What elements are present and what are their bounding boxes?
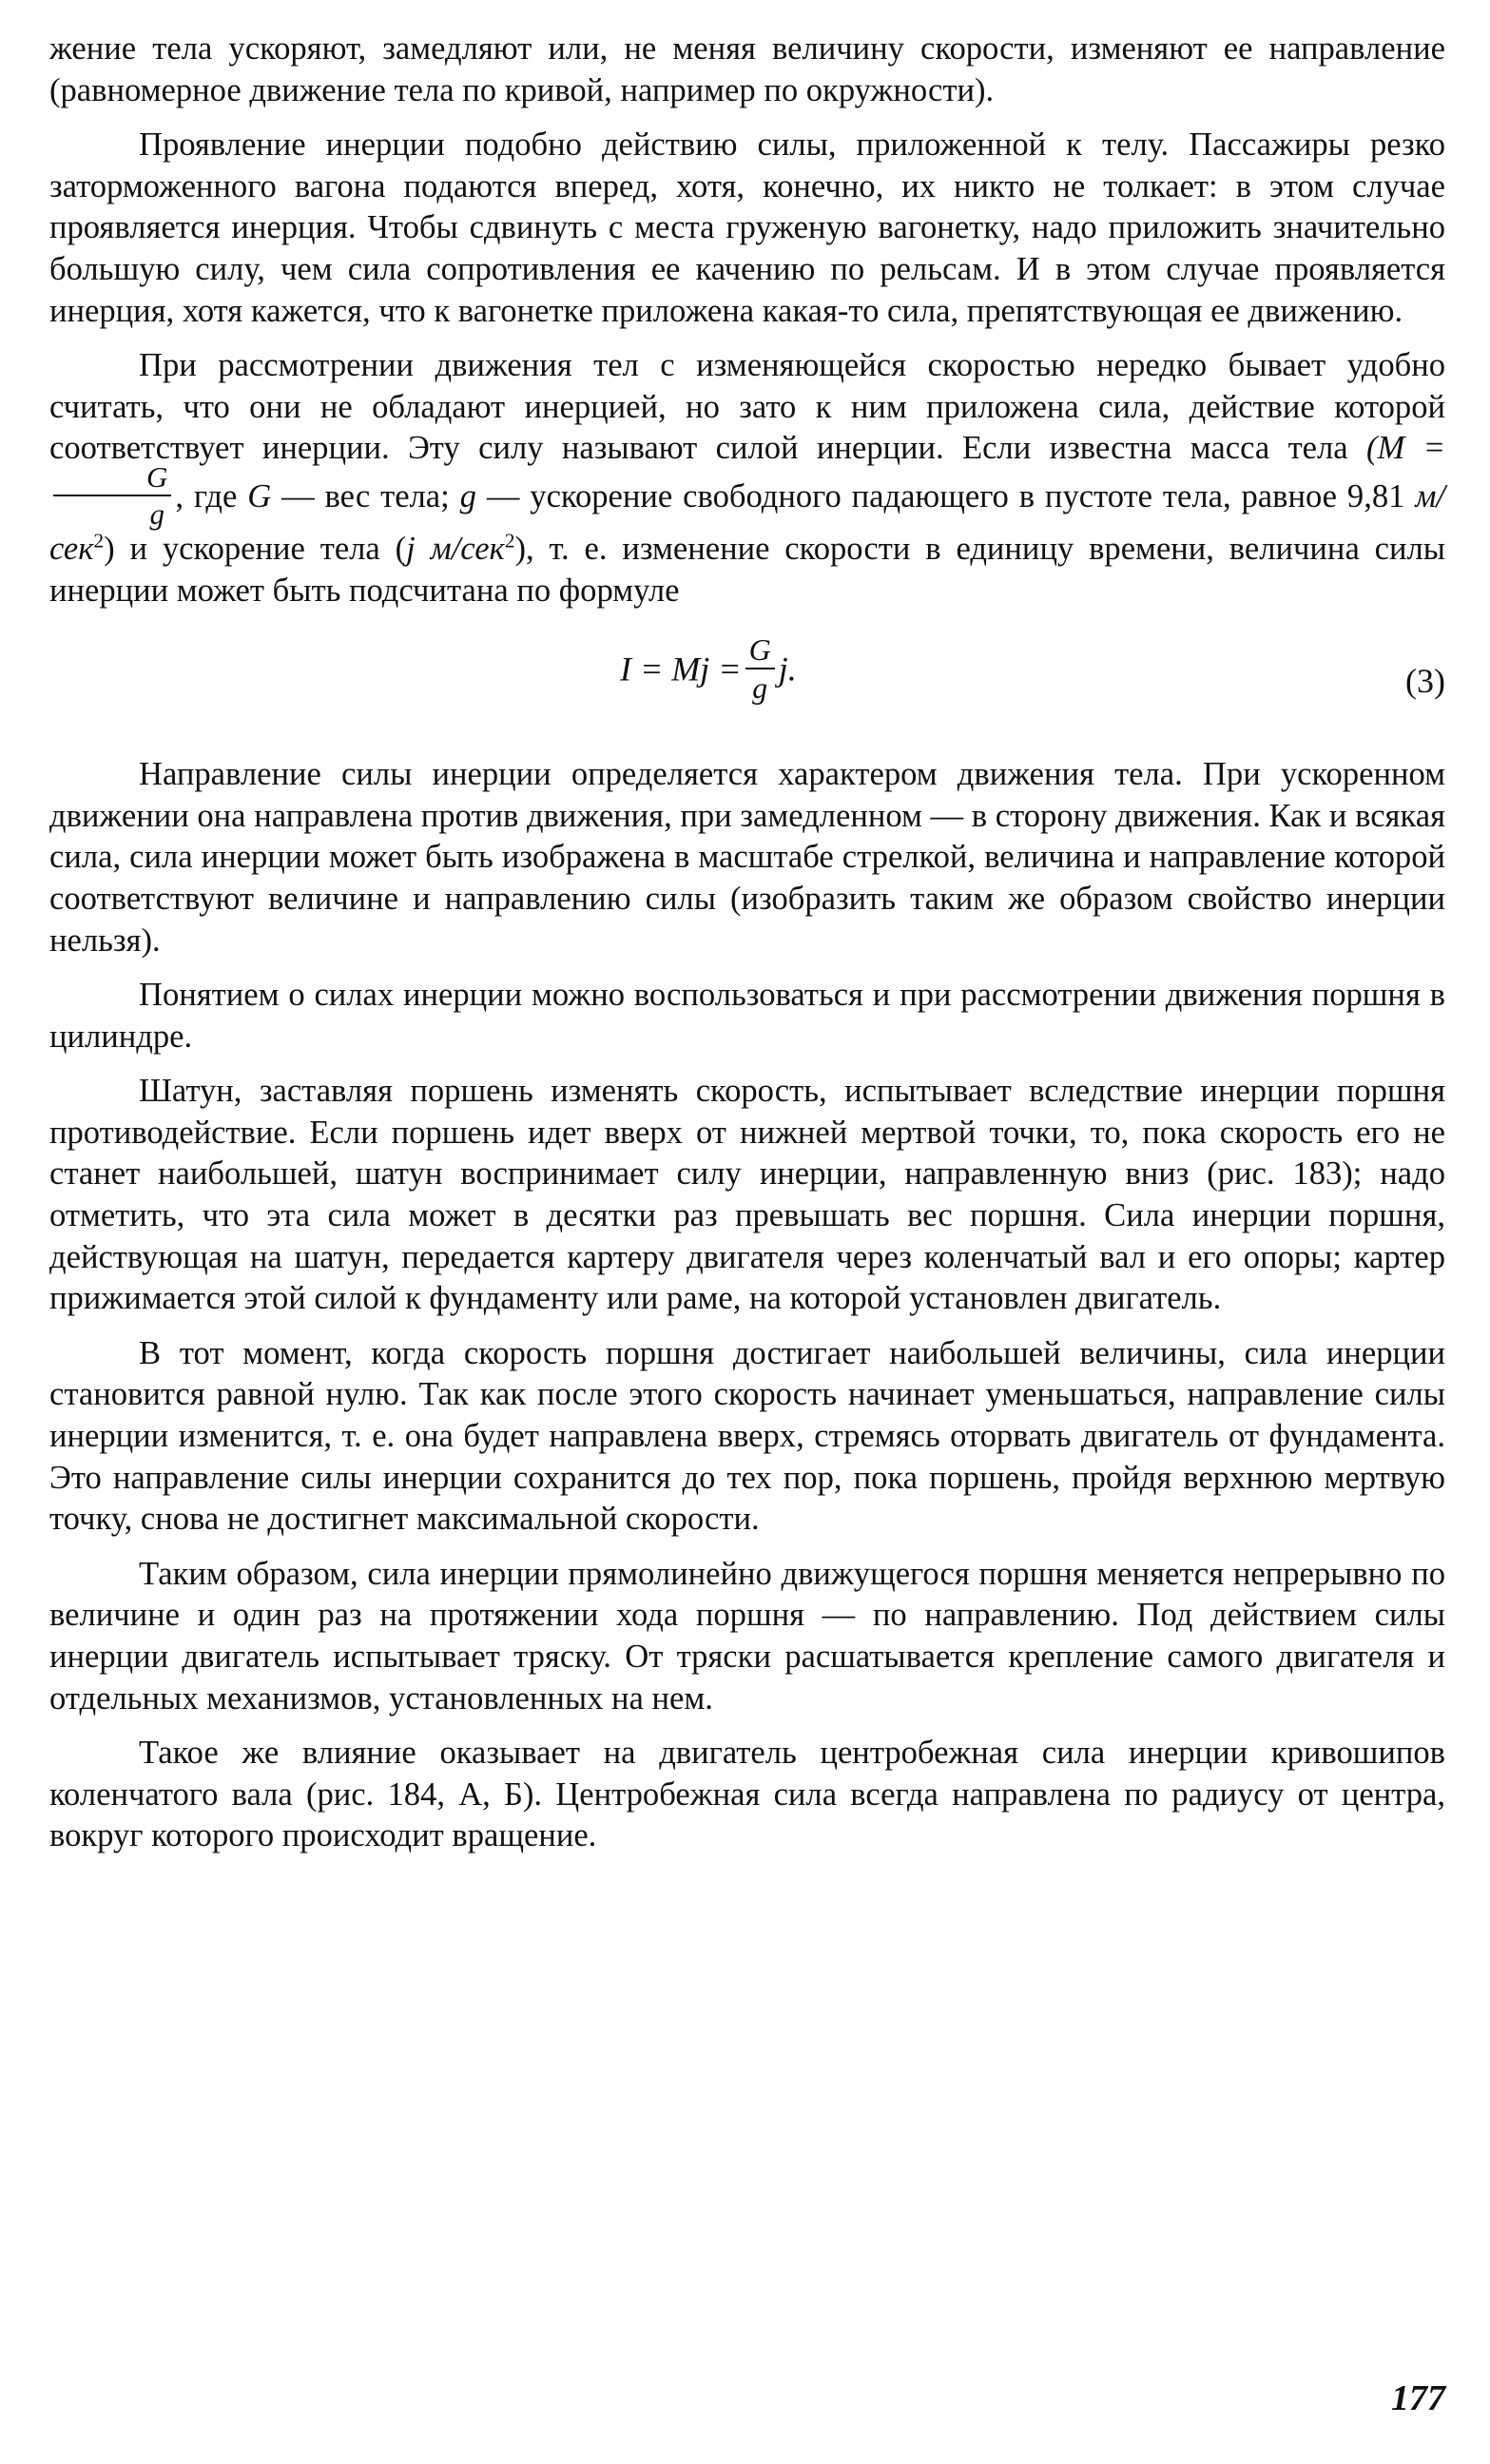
paragraph-9: Такое же влияние оказывает на двигатель центробежная сила инерции кривошипов коленчатого вала (рис. 184, А, Б). Центробежная сила всегда направлена по радиусу от центра, вокруг которого происходит вращение.	[49, 1735, 1445, 1854]
mass-fraction-numerator: G	[53, 462, 171, 496]
formula-denominator: g	[752, 670, 768, 706]
unit-acceleration-exponent: 2	[504, 529, 515, 553]
page-body	[49, 29, 1445, 1871]
mass-fraction	[53, 459, 171, 531]
weight-variable: G	[247, 477, 272, 514]
paragraph-3-text-3: — вес тела;	[271, 477, 460, 514]
paragraph-6: Шатун, заставляя поршень изменять скорость, испытывает вследствие инерции поршня противодействие. Если поршень идет вверх от нижней мертвой точки, то, пока скорость его не станет наибольшей, шатун воспринимает силу инерции, направленную вниз (рис. 183); надо отметить, что эта сила может в десятки раз превышать вес поршня. Сила инерции поршня, действующая на шатун, передается картеру двигателя через коленчатый вал и его опоры; картер прижимается этой силой к фундаменту или раме, на которой установлен двигатель.	[49, 1073, 1445, 1317]
unit-gravity-exponent: 2	[93, 529, 105, 553]
paragraph-3-text-1: При рассмотрении движения тел с изменяющейся скоростью нередко бывает удобно считать, что они не обладают инерцией, но зато к ним приложена сила, действие которой соответствует инерции. Эту силу называют силой инерции. Если известна масса тела	[49, 347, 1445, 467]
formula-fraction	[745, 632, 775, 706]
mass-expression: (M =	[1366, 430, 1445, 467]
paragraph-5: Понятием о силах инерции можно воспользоваться и при рассмотрении движения поршня в цилиндре.	[49, 977, 1445, 1055]
unit-acceleration: j м/сек	[406, 530, 505, 567]
paragraph-8: Таким образом, сила инерции прямолинейно движущегося поршня меняется непрерывно по величине и один раз на протяжении хода поршня — по направлению. Под действием силы инерции двигатель испытывает тряску. От тряски расшатывается крепление самого двигателя и отдельных механизмов, установленных на нем.	[49, 1555, 1445, 1717]
formula-numerator: G	[745, 634, 775, 669]
paragraph-3-text-6: ), т. е. изменение скорости в единицу времени, величина силы инерции может быть подсчитана по формуле	[49, 530, 1445, 609]
unit-gravity: м/сек	[49, 477, 1445, 567]
mass-fraction-denominator: g	[149, 496, 164, 531]
paragraph-1: жение тела ускоряют, замедляют или, не меняя величину скорости, изменяют ее направление (равномерное движение тела по кривой, например по окружности).	[49, 30, 1445, 108]
paragraph-3	[49, 345, 1445, 611]
equation-number: (3)	[1405, 662, 1445, 701]
page-number: 177	[1391, 2378, 1445, 2418]
paragraph-2: Проявление инерции подобно действию силы, приложенной к телу. Пассажиры резко заторможенного вагона подаются вперед, хотя, конечно, их никто не толкает: в этом случае проявляется инерция. Чтобы сдвинуть с места груженую вагонетку, надо приложить значительно большую силу, чем сила сопротивления ее качению по рельсам. И в этом случае проявляется инерция, хотя кажется, что к вагонетке приложена какая-то сила, препятствующая ее движению.	[49, 126, 1445, 329]
gravity-variable: g	[459, 477, 476, 514]
formula-left: I = Mj =	[620, 650, 742, 689]
paragraph-3-text-4: — ускорение свободного падающего в пустоте тела, равное 9,81	[475, 477, 1416, 514]
paragraph-4: Направление силы инерции определяется характером движения тела. При ускоренном движении она направлена против движения, при замедленном — в сторону движения. Как и всякая сила, сила инерции может быть изображена в масштабе стрелкой, величина и направление которой соответствуют величине и направлению силы (изобразить таким же образом свойство инерции нельзя).	[49, 756, 1445, 959]
formula-3	[49, 625, 1445, 726]
paragraph-3-text-2: , где	[175, 477, 248, 514]
formula-right: j.	[778, 650, 797, 689]
inertia-formula	[620, 632, 797, 706]
paragraph-3-text-5: ) и ускорение тела (	[104, 530, 407, 567]
paragraph-7: В тот момент, когда скорость поршня достигает наибольшей величины, сила инерции становится равной нулю. Так как после этого скорость начинает уменьшаться, направление силы инерции изменится, т. е. она будет направлена вверх, стремясь оторвать двигатель от фундамента. Это направление силы инерции сохранится до тех пор, пока поршень, пройдя верхнюю мертвую точку, снова не достигнет максимальной скорости.	[49, 1334, 1445, 1538]
